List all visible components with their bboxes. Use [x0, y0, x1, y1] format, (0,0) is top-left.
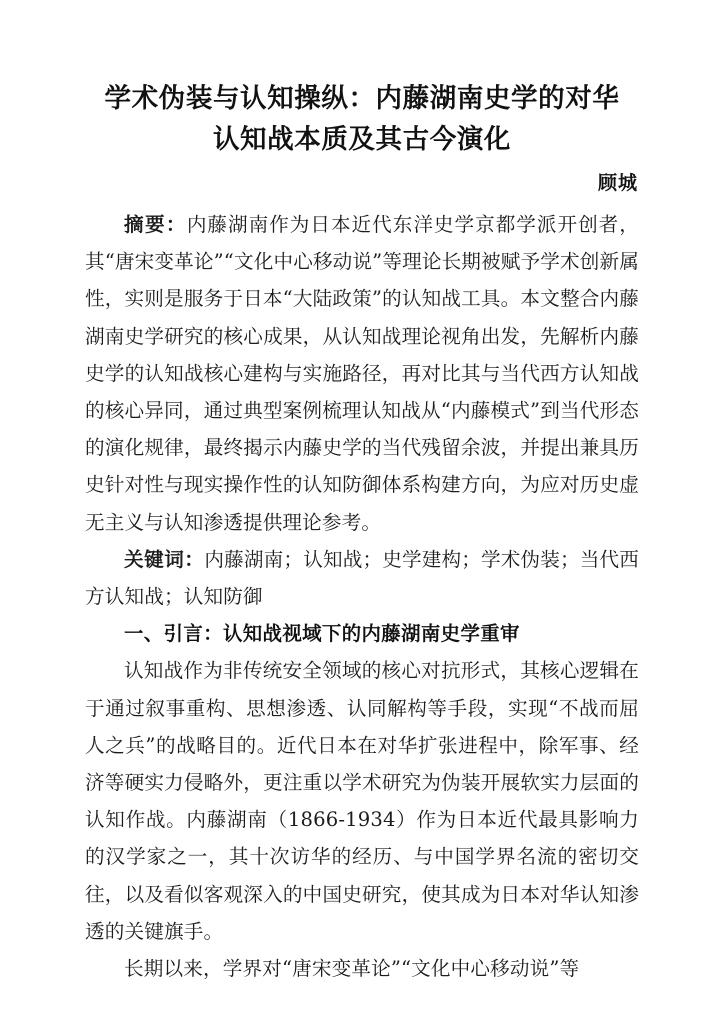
body-paragraph-1: 认知战作为非传统安全领域的核心对抗形式，其核心逻辑在于通过叙事重构、思想渗透、认同解构等手段，实现“不战而屈人之兵”的战略目的。近代日本在对华扩张进程中，除军事、经济等硬实力侵略外，更注重以学术研究为伪装开展软实力层面的认知作战。内藤湖南（1866-1934）作为日本近代最具影响力的汉学家之一，其十次访华的经历、与中国学界名流的密切交往，以及看似客观深入的中国史研究，使其成为日本对华认知渗透的关键旗手。	[85, 659, 639, 943]
author-name: 顾城	[597, 172, 638, 194]
body-paragraph-2: 长期以来，学界对“唐宋变革论”“文化中心移动说”等	[124, 957, 580, 981]
keywords-paragraph	[85, 541, 639, 615]
keywords-label: 关键词：	[124, 547, 205, 571]
page-title	[85, 78, 639, 160]
keywords-text: 内藤湖南；认知战；史学建构；学术伪装；当代西方认知战；认知防御	[85, 547, 639, 609]
title-line-2: 认知战本质及其古今演化	[212, 124, 512, 155]
abstract-text: 内藤湖南作为日本近代东洋史学京都学派开创者，其“唐宋变革论”“文化中心移动说”等理论长期被赋予学术创新属性，实则是服务于日本“大陆政策”的认知战工具。本文整合内藤湖南史学研究的核心成果，从认知战理论视角出发，先解析内藤史学的认知战核心建构与实施路径，再对比其与当代西方认知战的核心异同，通过典型案例梳理认知战从“内藤模式”到当代形态的演化规律，最终揭示内藤史学的当代残留余波，并提出兼具历史针对性与现实操作性的认知防御体系构建方向，为应对历史虚无主义与认知渗透提供理论参考。	[85, 213, 640, 534]
page-content	[85, 78, 639, 987]
section-heading-1: 一、引言：认知战视域下的内藤湖南史学重审	[124, 622, 520, 646]
title-line-1: 学术伪装与认知操纵：内藤湖南史学的对华	[104, 83, 620, 114]
abstract-label: 摘要：	[124, 213, 187, 236]
abstract-paragraph	[85, 206, 639, 541]
